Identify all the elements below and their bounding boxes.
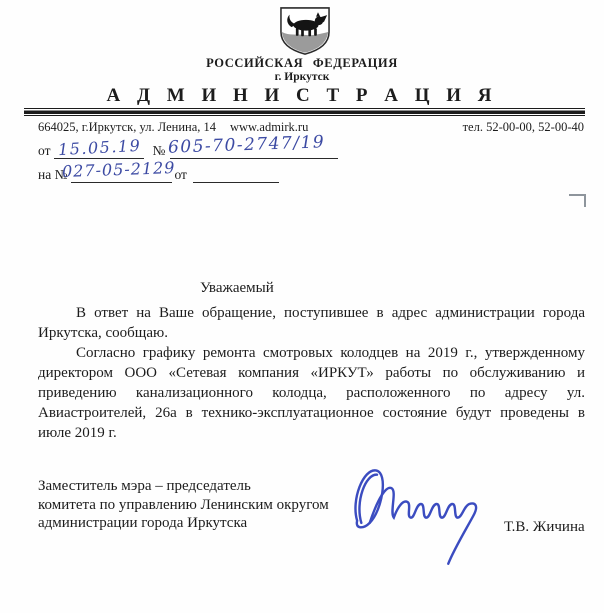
reference-line-outgoing [38, 142, 338, 159]
handwritten-date: 15.05.19 [57, 135, 142, 160]
signer-position-line-3: администрации города Иркутска [38, 515, 248, 531]
addressee-corner-mark-icon [569, 194, 586, 207]
ref-reply-number-blank-line [71, 166, 172, 183]
ref-number-label: № [152, 143, 166, 158]
reference-line-reply [38, 166, 279, 183]
letterhead-phone: тел. 52-00-00, 52-00-40 [462, 120, 584, 134]
letterhead-divider-rule [24, 108, 585, 116]
irkutsk-coat-of-arms-icon [276, 6, 334, 56]
ref-reply-from-label: от [174, 167, 187, 182]
handwritten-outgoing-number: 605-70-2747/19 [167, 132, 326, 158]
ref-number-blank-line [170, 142, 338, 159]
letterhead-address: 664025, г.Иркутск, ул. Ленина, 14 [38, 120, 216, 134]
body-paragraph-1: В ответ на Ваше обращение, поступившее в адрес администрации города Иркутска, сообщаю. [38, 305, 585, 341]
ref-date-blank-line [54, 142, 144, 159]
letter-body [38, 303, 585, 443]
letterhead-website: www.admirk.ru [230, 120, 309, 134]
ref-from-label: от [38, 143, 51, 158]
signer-position-block [38, 477, 329, 533]
letterhead-country: РОССИЙСКАЯ ФЕДЕРАЦИЯ [206, 56, 398, 70]
ref-reply-label: на № [38, 167, 68, 182]
signer-position-line-2: комитета по управлению Ленинским округом [38, 496, 329, 513]
body-paragraph-2: Согласно графику ремонта смотровых колодцев на 2019 г., утвержденному директором ООО «Сетевая компания «ИРКУТ» работы по обслуживанию и приведению канализационного колодца, расположенного по адресу ул. Авиастроителей, 26а в технико-эксплуатационное состояние будут проведены в июле 2019 г. [38, 345, 585, 441]
handwritten-reply-number: 027-05-2129 [61, 158, 176, 181]
handwritten-signature [345, 460, 495, 570]
ref-reply-date-blank-line [193, 166, 279, 183]
salutation: Уважаемый [200, 280, 274, 296]
letterhead-contact-row [38, 120, 584, 135]
letterhead-city: г. Иркутск [274, 71, 330, 83]
letterhead-address-line [38, 120, 308, 135]
letterhead-organization: А Д М И Н И С Т Р А Ц И Я [106, 85, 498, 106]
signer-name: Т.В. Жичина [504, 519, 585, 535]
signer-position-line-1: Заместитель мэра – председатель [38, 478, 251, 494]
